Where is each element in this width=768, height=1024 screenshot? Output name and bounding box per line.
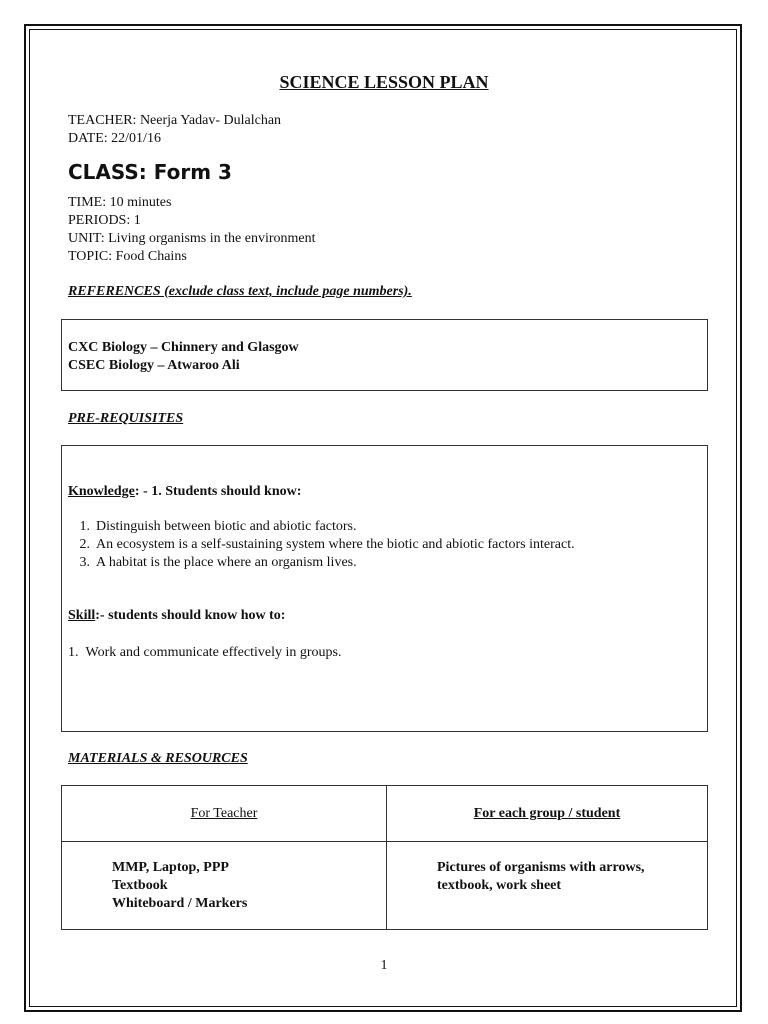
table-header-cell: For each group / student: [387, 786, 708, 842]
table-header-row: [62, 786, 708, 842]
reference-item: CXC Biology – Chinnery and Glasgow: [68, 340, 299, 355]
page-title: SCIENCE LESSON PLAN: [279, 72, 489, 92]
materials-table: [61, 785, 708, 930]
prerequisites-heading: PRE-REQUISITES: [68, 411, 184, 426]
class-heading: CLASS: Form 3: [68, 160, 232, 184]
skill-text: :- students should know how to:: [95, 608, 286, 623]
reference-item: CSEC Biology – Atwaroo Ali: [68, 358, 240, 373]
knowledge-text: : - 1. Students should know:: [134, 484, 302, 499]
topic-line: TOPIC: Food Chains: [68, 249, 187, 264]
list-item: 3. A habitat is the place where an organism lives.: [79, 555, 357, 570]
page-number: 1: [380, 958, 388, 973]
date-line: DATE: 22/01/16: [68, 131, 161, 146]
list-item: 2. An ecosystem is a self-sustaining system where the biotic and abiotic factors interact.: [79, 537, 575, 552]
materials-heading: MATERIALS & RESOURCES: [68, 751, 248, 766]
skill-item: 1. Work and communicate effectively in groups.: [68, 645, 342, 660]
knowledge-list: [68, 518, 575, 572]
periods-line: PERIODS: 1: [68, 213, 141, 228]
unit-line: UNIT: Living organisms in the environment: [68, 231, 316, 246]
skill-line: [68, 607, 285, 625]
knowledge-line: [68, 483, 301, 501]
references-box: [61, 319, 708, 391]
group-materials-cell: Pictures of organisms with arrows, textbook, work sheet: [387, 842, 708, 930]
list-item: 1. Distinguish between biotic and abiotic factors.: [79, 519, 357, 534]
knowledge-label: Knowledge: [68, 484, 135, 499]
prerequisites-box: [61, 445, 708, 732]
references-heading: REFERENCES (exclude class text, include page numbers).: [68, 284, 412, 299]
teacher-line: TEACHER: Neerja Yadav- Dulalchan: [68, 113, 282, 128]
table-row: [62, 842, 708, 930]
teacher-materials-cell: MMP, Laptop, PPP Textbook Whiteboard / Markers: [62, 842, 387, 930]
skill-label: Skill: [68, 608, 96, 623]
time-line: TIME: 10 minutes: [68, 195, 172, 210]
table-header-cell: For Teacher: [62, 786, 387, 842]
